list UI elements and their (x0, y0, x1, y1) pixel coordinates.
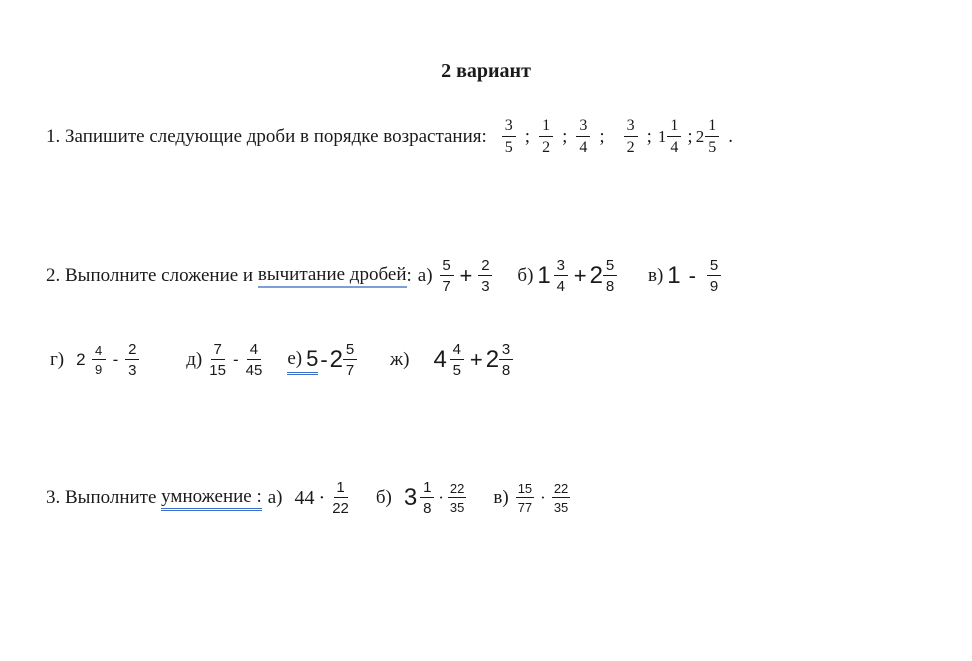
mixed-number: 2 $\frac{4}{9}$ (76, 344, 108, 376)
fraction: $\frac{22}{35}$ (553, 481, 569, 515)
fraction: $\frac{2}{3}$ (478, 258, 492, 294)
item-label: ж) (390, 349, 410, 370)
page-title: 2 вариант (441, 60, 531, 82)
item-e-double-underlined: е) 5 (287, 346, 318, 375)
item-label: е) (287, 347, 303, 369)
fraction: $\frac{3}{5}$ (502, 118, 516, 156)
task-2-underlined-text: вычитание дробей (258, 264, 407, 288)
task-2: 2. Выполните сложение и вычитание дробей : а) $\frac{5}{7}$ + $\frac{2}{3}$ б) 1 $\frac{3}{4}$ + 2 $\frac{5}{8}$ в) 1 - $\frac{5}{9}$ (46, 258, 724, 294)
fraction: $\frac{1}{22}$ (332, 479, 349, 517)
item-label: д) (186, 349, 203, 370)
fraction: $\frac{3}{4}$ (576, 118, 590, 156)
fraction: $\frac{2}{3}$ (125, 342, 139, 378)
item-label: г) (50, 349, 65, 370)
mixed-number: 2 $\frac{5}{7}$ (330, 342, 360, 378)
task-1: 1. Запишите следующие дроби в порядке возрастания: $\frac{3}{5}$ ; $\frac{1}{2}$ ; $\frac{3}{4}$ ; $\frac{3}{2}$ ; 1 $\frac{1}{4}$ ; 2 $\frac{1}{5}$ . (46, 117, 733, 156)
fraction: $\frac{4}{45}$ (245, 341, 263, 379)
task-3-text: 3. Выполните (46, 487, 157, 508)
fraction: $\frac{7}{15}$ (209, 341, 226, 379)
mixed-number: 1 $\frac{1}{4}$ (658, 118, 685, 156)
task-3: 3. Выполните умножение : а) 44 · $\frac{1}{22}$ б) 3 $\frac{1}{8}$ · $\frac{22}{35}$ в) $\frac{15}{77}$ · $\frac{22}{35}$ (46, 479, 569, 517)
task-1-text: 1. Запишите следующие дроби в порядке возрастания: (46, 126, 487, 147)
fraction: $\frac{1}{2}$ (539, 118, 553, 156)
task-2-text: 2. Выполните сложение и (46, 265, 254, 286)
item-label: в) (493, 487, 509, 508)
mixed-number: 3 $\frac{1}{8}$ (404, 480, 437, 516)
item-label: в) (647, 265, 664, 286)
fraction: $\frac{5}{7}$ (440, 258, 454, 294)
fraction: $\frac{5}{9}$ (707, 258, 721, 294)
item-label: б) (375, 487, 392, 508)
mixed-number: 2 $\frac{3}{8}$ (486, 342, 516, 378)
mixed-number: 2 $\frac{5}{8}$ (590, 258, 620, 294)
item-label: а) (417, 265, 433, 286)
mixed-number: 4 $\frac{4}{5}$ (433, 342, 466, 378)
mixed-number: 2 $\frac{1}{5}$ (696, 118, 723, 156)
task-2-line-2: г) 2 $\frac{4}{9}$ - $\frac{2}{3}$ д) $\frac{7}{15}$ - $\frac{4}{45}$ е) 5 - 2 $\frac{5}{7}$ ж) 4 $\frac{4}{5}$ + 2 $\frac{3}{8}$ (50, 342, 516, 378)
item-label: б) (517, 265, 534, 286)
fraction: $\frac{15}{77}$ (517, 481, 533, 515)
mixed-number: 1 $\frac{3}{4}$ (537, 258, 570, 294)
fraction: $\frac{3}{2}$ (624, 118, 638, 156)
fraction: $\frac{22}{35}$ (449, 481, 465, 515)
task-3-underlined-text: умножение : (161, 486, 262, 511)
item-label: а) (267, 487, 283, 508)
